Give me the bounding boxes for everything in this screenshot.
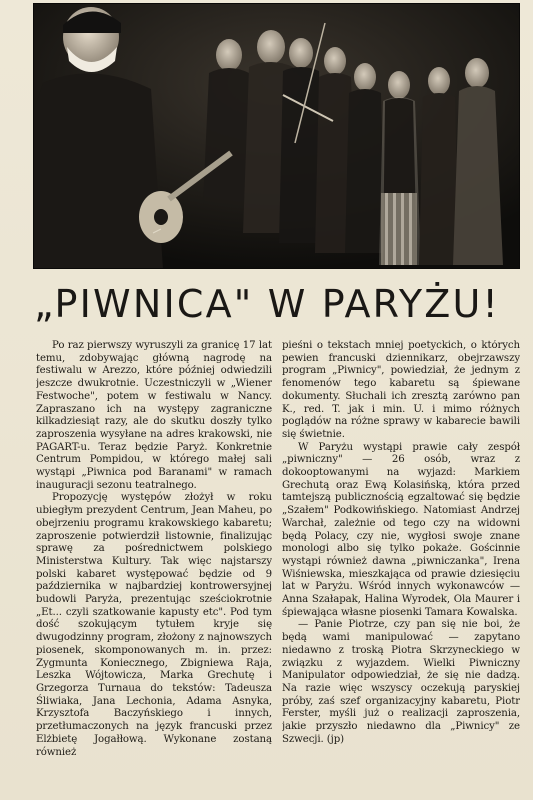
article-column-left — [36, 340, 272, 800]
paragraph: W Paryżu wystąpi prawie cały zespół „piwniczny" — 26 osób, wraz z dokooptowanymi na wyjazd: Markiem Grechutą oraz Ewą Kolasińską, która przed tamtejszą publicznością egzaltować się będzie „Szałem" Podkowińskiego. Natomiast Andrzej Warchał, zależnie od tego czy na widowni będą Polacy, czy nie, wygłosi swoje znane monologi albo się tylko pokaże. Gościnnie wystąpi również dawna „piwniczanka", Irena Wiśniewska, mieszkająca od prawie dziesięciu lat w Paryżu. Wśród innych wykonawców — Anna Szałapak, Halina Wyrodek, Ola Maurer i śpiewająca własne piosenki Tamara Kowalska. — [282, 441, 520, 618]
paragraph: pieśni o tekstach mniej poetyckich, o których pewien francuski dziennikarz, obejrzawszy program „Piwnicy", powiedział, że jednym z fenomenów tego kabaretu są śpiewane dokumenty. Słuchali ich zresztą zarówno pan K., red. T. jak i min. U. i mimo różnych poglądów na różne sprawy w kabarecie bawili się świetnie. — [282, 340, 520, 440]
paragraph: Propozycję występów złożył w roku ubiegłym prezydent Centrum, Jean Maheu, po obejrzeniu programu krakowskiego kabaretu; zaproszenie potwierdził listownie, finalizując sprawę za pośrednictwem polskiego Ministerstwa Kultury. Tak więc najstarszy polski kabaret występować będzie od 9 października w najbardziej kontrowersyjnej budowli Paryża, prezentując sześciokrotnie „Et... czyli szatkowanie kapusty etc". Pod tym dość szokującym tytułem kryje się dwugodzinny program, złożony z najnowszych piosenek, skomponowanych m. in. przez: Zygmunta Koniecznego, Zbigniewa Raja, Leszka Wójtowicza, Marka Grechutę i Grzegorza Turnaua do tekstów: Tadeusza Śliwiaka, Jana Lechonia, Adama Asnyka, Krzysztofa Baczyńskiego i innych, przetłumaczonych na język francuski przez Elżbietę Jogałłową. Wykonane zostaną również — [36, 492, 272, 758]
article-column-right — [282, 340, 520, 800]
group-photograph — [33, 3, 520, 269]
article-headline: „PIWNICA" W PARYŻU! — [34, 282, 500, 326]
photo-illustration — [33, 3, 520, 269]
article-body — [36, 340, 520, 800]
paragraph: Po raz pierwszy wyruszyli za granicę 17 lat temu, zdobywając główną nagrodę na festiwalu w Arezzo, które później odwiedzili jeszcze dwukrotnie. Uczestniczyli w „Wiener Festwoche", potem w festiwalu w Nancy. Zapraszano ich na występy zagraniczne kilkadziesiąt razy, ale do skutku doszły tylko zaproszenia wysyłane na adres krakowski, nie PAGART-u. Teraz będzie Paryż. Konkretnie Centrum Pompidou, w którego małej sali wystąpi „Piwnica pod Baranami" w ramach inauguracji sezonu teatralnego. — [36, 340, 272, 491]
paragraph: — Panie Piotrze, czy pan się nie boi, że będą wami manipulować — zapytano niedawno z troską Piotra Skrzyneckiego w związku z wyjazdem. Wielki Piwniczny Manipulator odpowiedział, że się nie dadzą. Na razie więc wszyscy oczekują paryskiej próby, zaś szef organizacyjny kabaretu, Piotr Ferster, myśli już o realizacji zaproszenia, jakie przyszło niedawno dla „Piwnicy" ze Szwecji. (jp) — [282, 619, 520, 745]
